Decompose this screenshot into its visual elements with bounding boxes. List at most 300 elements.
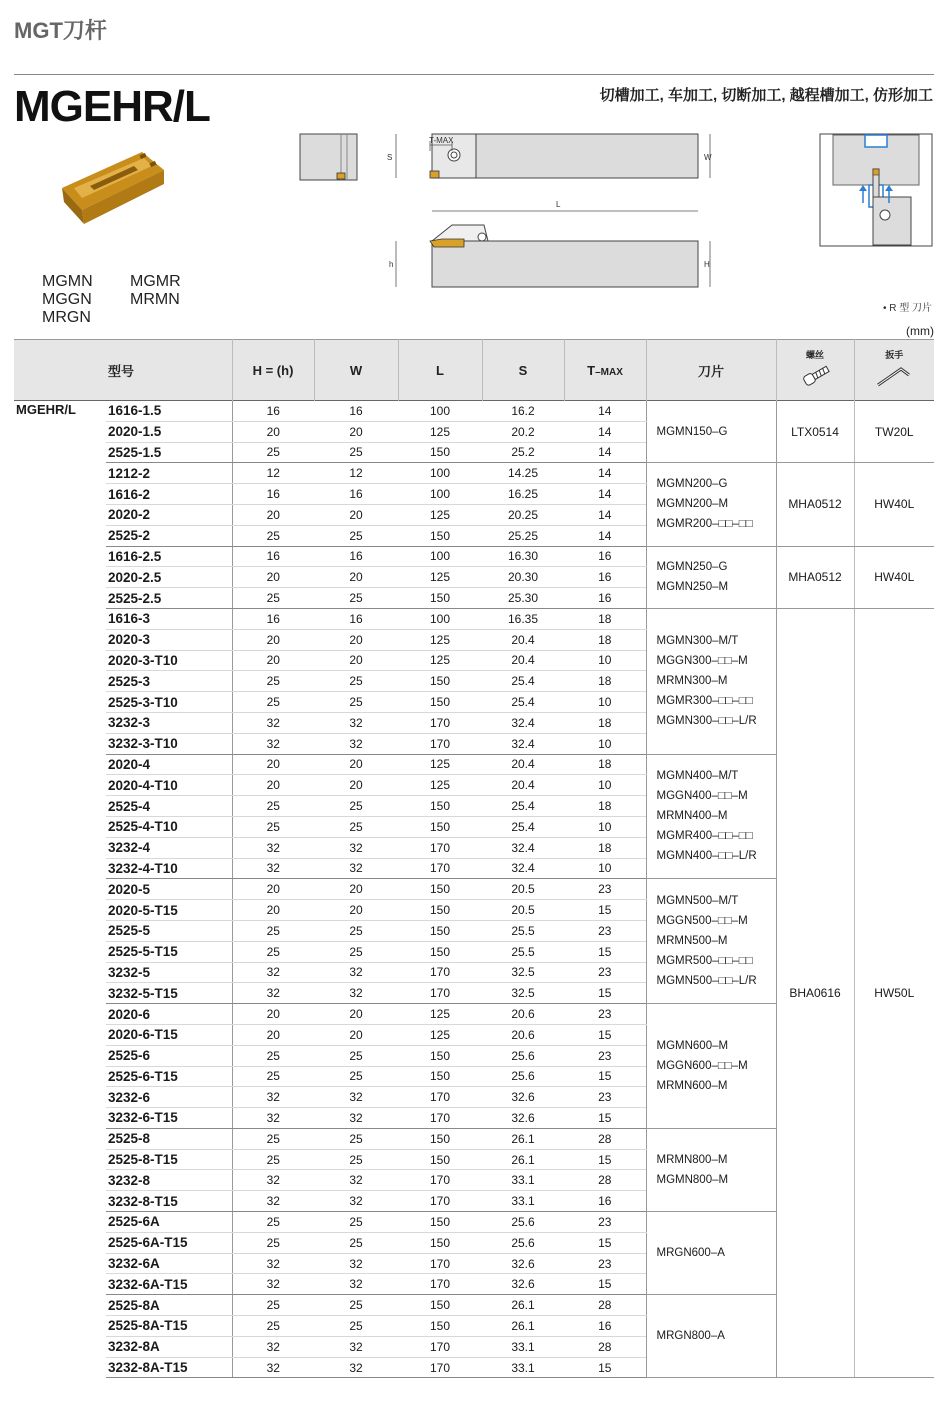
header-tmax [564,340,646,401]
insert-model: MGMN250–M [656,581,729,594]
cell-l: 100 [398,463,482,484]
cell-w: 20 [314,879,398,900]
cell-wrench: HW40L [854,463,934,546]
cell-model: 2525-5 [106,920,232,941]
cell-w: 25 [314,1149,398,1170]
section-title: MGT刀杆 [14,18,107,43]
cell-model: 2525-6A-T15 [106,1232,232,1253]
header-l: L [398,340,482,401]
cell-tmax: 15 [564,983,646,1004]
cell-h: 25 [232,1212,314,1233]
cell-s: 25.4 [482,692,564,713]
cell-screw: BHA0616 [776,608,854,1377]
insert-model: MGGN600–□□–M [656,1060,748,1072]
insert-type-mrmn: MRMN [130,291,180,308]
insert-model: MGMN250–G [656,561,728,574]
cell-w: 32 [314,858,398,879]
cell-s: 32.4 [482,733,564,754]
cell-tmax: 28 [564,1336,646,1357]
cell-l: 150 [398,879,482,900]
cell-h: 25 [232,941,314,962]
cell-l: 150 [398,900,482,921]
cell-w: 25 [314,1066,398,1087]
cell-w: 25 [314,816,398,837]
cell-model: 2020-2 [106,504,232,525]
cell-model: 2525-8-T15 [106,1149,232,1170]
cell-model: 2020-4-T10 [106,775,232,796]
cell-s: 25.4 [482,671,564,692]
cell-model: 3232-8A-T15 [106,1357,232,1378]
insert-model: MGMN300–□□–L/R [656,715,757,728]
cell-model: 3232-4 [106,837,232,858]
cell-tmax: 10 [564,858,646,879]
cell-s: 16.2 [482,401,564,422]
cell-tmax: 14 [564,401,646,422]
cell-insert-group [646,1004,776,1129]
cell-h: 20 [232,900,314,921]
cell-w: 32 [314,837,398,858]
cell-s: 26.1 [482,1149,564,1170]
application-diagram [819,133,934,248]
cell-s: 20.5 [482,879,564,900]
insert-model: MRMN800–M [656,1153,728,1166]
cell-model: 1212-2 [106,463,232,484]
cell-tmax: 23 [564,1004,646,1025]
h-small-label: h [389,260,394,269]
cell-l: 150 [398,671,482,692]
cell-model: 2525-1.5 [106,442,232,463]
cell-tmax: 14 [564,421,646,442]
cell-model: 2525-6 [106,1045,232,1066]
cell-insert-group [646,1212,776,1295]
cell-tmax: 15 [564,1024,646,1045]
cell-model: 1616-3 [106,608,232,629]
cell-model: 2525-6-T15 [106,1066,232,1087]
cell-insert-group [646,401,776,463]
cell-w: 25 [314,1232,398,1253]
cell-tmax: 18 [564,754,646,775]
cell-h: 25 [232,692,314,713]
table-row [14,546,934,567]
cell-tmax: 23 [564,962,646,983]
header-screw-label: 螺丝 [805,350,824,360]
cell-s: 32.4 [482,712,564,733]
cell-h: 32 [232,983,314,1004]
cell-s: 26.1 [482,1295,564,1316]
cell-s: 16.25 [482,484,564,505]
cell-l: 150 [398,1149,482,1170]
insert-model: MGMN400–M/T [656,770,739,783]
cell-s: 25.6 [482,1045,564,1066]
cell-h: 20 [232,567,314,588]
cell-model: 1616-1.5 [106,401,232,422]
cell-tmax: 15 [564,1357,646,1378]
cell-model: 3232-6 [106,1087,232,1108]
cell-s: 25.6 [482,1066,564,1087]
r-type-note: • R 型 刀片 [882,303,932,314]
table-row [14,463,934,484]
cell-s: 20.4 [482,775,564,796]
cell-model: 2020-3-T10 [106,650,232,671]
cell-model: 3232-6A [106,1253,232,1274]
cell-l: 150 [398,1066,482,1087]
cell-model: 3232-6-T15 [106,1108,232,1129]
cell-h: 32 [232,733,314,754]
s-label: S [387,153,393,162]
cell-w: 25 [314,941,398,962]
cell-h: 25 [232,1045,314,1066]
spec-table-body [14,401,934,1378]
insert-model: MGMN500–□□–L/R [656,975,757,988]
cell-l: 170 [398,1170,482,1191]
cell-w: 20 [314,754,398,775]
insert-type-mgmn: MGMN [42,273,93,290]
cell-h: 25 [232,920,314,941]
cell-h: 20 [232,650,314,671]
cell-w: 25 [314,920,398,941]
cell-insert-group [646,754,776,879]
cell-w: 20 [314,629,398,650]
cell-model: 3232-4-T10 [106,858,232,879]
cell-s: 20.2 [482,421,564,442]
cell-s: 33.1 [482,1357,564,1378]
cell-w: 32 [314,1191,398,1212]
header-model: 型号 [106,340,232,401]
cell-l: 150 [398,1212,482,1233]
cell-tmax: 23 [564,1087,646,1108]
cell-h: 16 [232,401,314,422]
cell-model: 1616-2 [106,484,232,505]
insert-model: MRMN600–M [656,1080,728,1092]
cell-insert-group [646,1295,776,1378]
cell-tmax: 23 [564,1253,646,1274]
cell-w: 16 [314,608,398,629]
cell-l: 170 [398,1357,482,1378]
cell-tmax: 18 [564,671,646,692]
cell-tmax: 18 [564,796,646,817]
cell-l: 150 [398,1316,482,1337]
cell-s: 25.6 [482,1212,564,1233]
cell-s: 33.1 [482,1191,564,1212]
cell-l: 100 [398,484,482,505]
cell-w: 20 [314,650,398,671]
cell-insert-group [646,463,776,546]
insert-model: MRGN600–A [656,1247,725,1260]
cell-s: 20.4 [482,629,564,650]
cell-w: 16 [314,546,398,567]
cell-w: 32 [314,733,398,754]
cell-h: 25 [232,1232,314,1253]
header-blank [14,340,106,401]
insert-model: MGMN300–M/T [656,635,739,648]
cell-l: 150 [398,816,482,837]
cell-l: 150 [398,941,482,962]
cell-model: 3232-5 [106,962,232,983]
cell-h: 20 [232,1024,314,1045]
cell-l: 170 [398,712,482,733]
cell-insert-group [646,879,776,1004]
header-tmax-main: T [587,362,596,378]
cell-w: 32 [314,1336,398,1357]
cell-s: 25.5 [482,920,564,941]
cell-model: 1616-2.5 [106,546,232,567]
insert-model: MRMN400–M [656,810,728,823]
cell-model: 3232-5-T15 [106,983,232,1004]
cell-s: 32.5 [482,983,564,1004]
cell-screw: MHA0512 [776,546,854,608]
cell-w: 25 [314,1295,398,1316]
insert-model: MGGN400–□□–M [656,790,748,803]
cell-h: 20 [232,879,314,900]
cell-s: 20.25 [482,504,564,525]
cell-tmax: 16 [564,588,646,609]
cell-h: 32 [232,1170,314,1191]
cell-w: 12 [314,463,398,484]
cell-tmax: 28 [564,1295,646,1316]
cell-s: 32.6 [482,1087,564,1108]
header-screw [776,340,854,401]
cell-l: 170 [398,1191,482,1212]
header-s: S [482,340,564,401]
cell-s: 33.1 [482,1170,564,1191]
cell-tmax: 15 [564,1149,646,1170]
cell-l: 150 [398,1295,482,1316]
cell-tmax: 14 [564,504,646,525]
cell-s: 20.6 [482,1024,564,1045]
cell-tmax: 16 [564,1316,646,1337]
cell-h: 20 [232,421,314,442]
applications-text: 切槽加工, 车加工, 切断加工, 越程槽加工, 仿形加工 [599,87,933,104]
wrench-icon [875,361,913,389]
cell-w: 16 [314,401,398,422]
cell-w: 20 [314,1024,398,1045]
header-tmax-sub: –MAX [595,366,623,378]
cell-model: 2020-5 [106,879,232,900]
cell-h: 32 [232,1274,314,1295]
l-label: L [556,200,561,209]
cell-model: 2525-8 [106,1128,232,1149]
cell-wrench: TW20L [854,401,934,463]
cell-s: 32.6 [482,1274,564,1295]
cell-w: 25 [314,525,398,546]
cell-w: 25 [314,588,398,609]
cell-tmax: 28 [564,1170,646,1191]
cell-wrench: HW50L [854,608,934,1377]
cell-tmax: 15 [564,1066,646,1087]
header-insert: 刀片 [646,340,776,401]
insert-model: MGMN500–M/T [656,895,739,908]
cell-l: 100 [398,546,482,567]
cell-tmax: 23 [564,920,646,941]
cell-insert-group [646,1128,776,1211]
cell-h: 25 [232,1316,314,1337]
cell-s: 16.35 [482,608,564,629]
cell-model: 2525-8A-T15 [106,1316,232,1337]
h-big-label: H [704,260,710,269]
insert-model: MGMR200–□□–□□ [656,518,753,531]
cell-l: 170 [398,1087,482,1108]
cell-w: 32 [314,983,398,1004]
cell-model: 2525-4 [106,796,232,817]
w-label: W [704,153,712,162]
cell-w: 25 [314,1316,398,1337]
cell-model: 2020-5-T15 [106,900,232,921]
cell-l: 150 [398,1045,482,1066]
cell-model: 2020-2.5 [106,567,232,588]
cell-h: 25 [232,525,314,546]
insert-model: MGMN400–□□–L/R [656,850,757,863]
insert-model: MGGN500–□□–M [656,915,748,928]
cell-s: 16.30 [482,546,564,567]
cell-s: 33.1 [482,1336,564,1357]
cell-h: 25 [232,1295,314,1316]
cell-l: 170 [398,962,482,983]
cell-l: 125 [398,567,482,588]
table-header-row [14,340,934,401]
insert-type-mrgn: MRGN [42,309,91,326]
insert-model: MGMR300–□□–□□ [656,695,753,708]
cell-tmax: 15 [564,900,646,921]
cell-model: 3232-8 [106,1170,232,1191]
cell-l: 100 [398,401,482,422]
cell-insert-group [646,546,776,608]
cell-w: 20 [314,775,398,796]
table-row [14,401,934,422]
cell-model: 2020-3 [106,629,232,650]
cell-w: 32 [314,1253,398,1274]
insert-model: MGMN600–M [656,1040,729,1052]
cell-h: 25 [232,588,314,609]
cell-l: 125 [398,650,482,671]
cell-l: 125 [398,629,482,650]
cell-h: 32 [232,1087,314,1108]
cell-l: 170 [398,1274,482,1295]
cell-s: 25.6 [482,1232,564,1253]
cell-s: 32.5 [482,962,564,983]
cell-model: 2525-2 [106,525,232,546]
cell-l: 170 [398,983,482,1004]
cell-l: 150 [398,1128,482,1149]
cell-w: 32 [314,712,398,733]
cell-s: 20.5 [482,900,564,921]
cell-h: 12 [232,463,314,484]
cell-insert-group [646,608,776,754]
cell-model: 2020-6 [106,1004,232,1025]
cell-w: 20 [314,504,398,525]
header-wrench-label: 扳手 [885,350,904,360]
cell-tmax: 28 [564,1128,646,1149]
cell-s: 26.1 [482,1128,564,1149]
cell-model: 2525-3-T10 [106,692,232,713]
cell-model: 2525-3 [106,671,232,692]
cell-l: 170 [398,1253,482,1274]
cell-h: 25 [232,1066,314,1087]
cell-model: 3232-6A-T15 [106,1274,232,1295]
cell-l: 150 [398,920,482,941]
cell-h: 16 [232,546,314,567]
cell-l: 170 [398,1336,482,1357]
cell-tmax: 10 [564,816,646,837]
insert-model: MGMR400–□□–□□ [656,830,753,843]
cell-l: 150 [398,525,482,546]
cell-w: 20 [314,1004,398,1025]
cell-model: 2525-4-T10 [106,816,232,837]
cell-h: 32 [232,1108,314,1129]
cell-tmax: 23 [564,1045,646,1066]
cell-tmax: 10 [564,650,646,671]
cell-tmax: 16 [564,546,646,567]
cell-w: 25 [314,1045,398,1066]
cell-w: 32 [314,962,398,983]
cell-h: 20 [232,754,314,775]
header-h: H = (h) [232,340,314,401]
cell-w: 25 [314,1212,398,1233]
cell-model: 2525-5-T15 [106,941,232,962]
cell-l: 150 [398,1232,482,1253]
cell-tmax: 14 [564,442,646,463]
cell-l: 170 [398,1108,482,1129]
cell-model: 2020-6-T15 [106,1024,232,1045]
cell-h: 32 [232,1336,314,1357]
cell-h: 32 [232,712,314,733]
cell-s: 25.2 [482,442,564,463]
cell-tmax: 14 [564,525,646,546]
cell-screw: LTX0514 [776,401,854,463]
cell-model: 3232-8-T15 [106,1191,232,1212]
cell-h: 32 [232,837,314,858]
cell-w: 32 [314,1087,398,1108]
cell-l: 150 [398,796,482,817]
cell-w: 25 [314,671,398,692]
cell-model: 2525-8A [106,1295,232,1316]
cell-tmax: 15 [564,1232,646,1253]
insert-model: MRMN300–M [656,675,728,688]
cell-h: 20 [232,1004,314,1025]
cell-w: 25 [314,692,398,713]
cell-s: 25.25 [482,525,564,546]
cell-screw: MHA0512 [776,463,854,546]
cell-l: 170 [398,733,482,754]
cell-h: 25 [232,1128,314,1149]
cell-model: 2020-1.5 [106,421,232,442]
cell-l: 125 [398,754,482,775]
cell-tmax: 10 [564,733,646,754]
cell-l: 125 [398,504,482,525]
cell-h: 32 [232,962,314,983]
holder-dimension-diagram [384,133,724,293]
cell-w: 25 [314,796,398,817]
end-view-diagram [299,133,359,183]
cell-l: 125 [398,421,482,442]
cell-tmax: 16 [564,567,646,588]
insert-model: MGMN200–M [656,498,729,511]
insert-model: MGMR500–□□–□□ [656,955,753,968]
cell-h: 20 [232,775,314,796]
cell-tmax: 23 [564,1212,646,1233]
cell-w: 25 [314,442,398,463]
cell-h: 20 [232,504,314,525]
cell-l: 150 [398,442,482,463]
cell-tmax: 10 [564,692,646,713]
cell-h: 32 [232,1357,314,1378]
cell-model: 2525-6A [106,1212,232,1233]
series-name: MGEHR/L [16,402,76,417]
cell-h: 20 [232,629,314,650]
cell-s: 32.4 [482,858,564,879]
cell-s: 25.4 [482,796,564,817]
cell-w: 20 [314,421,398,442]
cell-tmax: 23 [564,879,646,900]
